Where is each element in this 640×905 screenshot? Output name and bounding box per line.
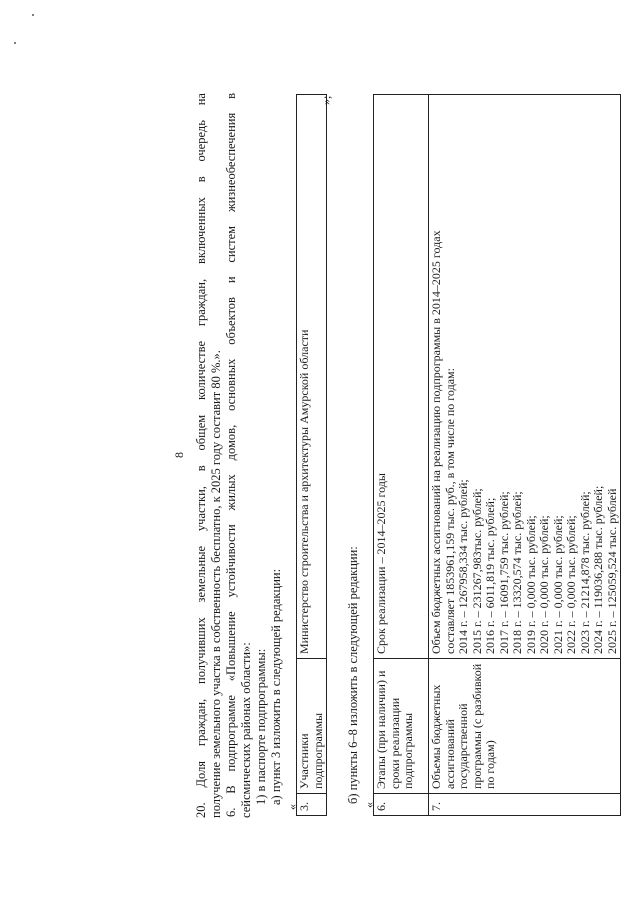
row7-value-line: 2018 г. – 13320,574 тыс. рублей; [510,491,524,654]
row7-value-line: составляет 1853961,159 тыс. руб., в том числе по годам: [442,368,457,654]
row7-label-line: программы (с разбивкой [469,663,484,789]
row6-label-line: подпрограммы [401,712,415,789]
row7-value-line: 2025 г. – 125059,524 тыс. рублей [604,488,619,654]
page-number: 8 [172,452,186,458]
row6-value: Срок реализации – 2014–2025 годы [374,95,429,659]
table-row-3 [296,94,327,816]
table-rows-6-7 [373,94,621,816]
row6-label-line: Этапы (при наличии) и [374,670,388,789]
row7-value-line: 2022 г. – 0,000 тыс. рублей; [564,515,578,654]
open-quote-b: « [362,802,376,808]
row7-value-line: 2017 г. – 16091,759 тыс. рублей; [496,491,511,654]
paragraph-20-line-2: получение земельного участка в собственность бесплатно, к 2025 году составит 80 %.». [209,350,223,818]
row7-value-line: 2016 г. – 6011,819 тыс. рублей; [483,497,497,654]
row7-value-line: Объем бюджетных ассигнований на реализацию подпрограммы в 2014–2025 годах [429,230,443,654]
row7-value-line: 2023 г. – 21214,878 тыс. рублей; [577,491,592,654]
row6-number: 6. [374,794,429,816]
item-b: б) пункты 6–8 изложить в следующей редакции: [346,546,360,804]
paragraph-6-line-2: сейсмических районах области»: [239,642,253,818]
row7-value-line: 2014 г. – 1267958,334 тыс. рублей; [456,479,470,654]
passport-heading: 1) в паспорте подпрограммы: [254,648,268,805]
table-row-7 [429,95,621,816]
row7-label-line: Объемы бюджетных [429,684,443,789]
row7-label-line: ассигнований [442,719,457,789]
row7-label-line: по годам) [483,740,497,789]
row3-number: 3. [297,794,327,816]
paragraph-20-line-1: 20. Доля граждан, получивших земельные участки, в общем количестве граждан, включенных в очередь на [194,93,208,818]
row7-value-line: 2020 г. – 0,000 тыс. рублей; [537,515,551,654]
row7-number: 7. [429,794,621,816]
open-quote-a: « [285,804,299,810]
table-row-6 [374,95,429,816]
row7-value-line: 2019 г. – 0,000 тыс. рублей; [523,515,538,654]
row7-label [429,659,621,794]
row3-label: Участники подпрограммы [297,659,327,794]
row3-value: Министерство строительства и архитектуры Амурской области [297,95,327,659]
row7-value-line: 2015 г. – 231267,983тыс. рублей; [469,488,484,654]
item-a: а) пункт 3 изложить в следующей редакции: [269,568,283,805]
paragraph-6-line-1: 6. В подпрограмме «Повышение устойчивости жилых домов, основных объектов и систем жизнеобеспечения в [224,93,238,817]
row7-value-line: 2024 г. – 119036,288 тыс. рублей; [591,485,605,654]
row7-value-line: 2021 г. – 0,000 тыс. рублей; [550,515,565,654]
row6-label [374,659,429,794]
close-quote-a: »; [319,95,333,105]
row7-label-line: государственной [456,703,470,789]
row7-value [429,95,621,659]
row6-label-line: сроки реализации [387,697,402,789]
